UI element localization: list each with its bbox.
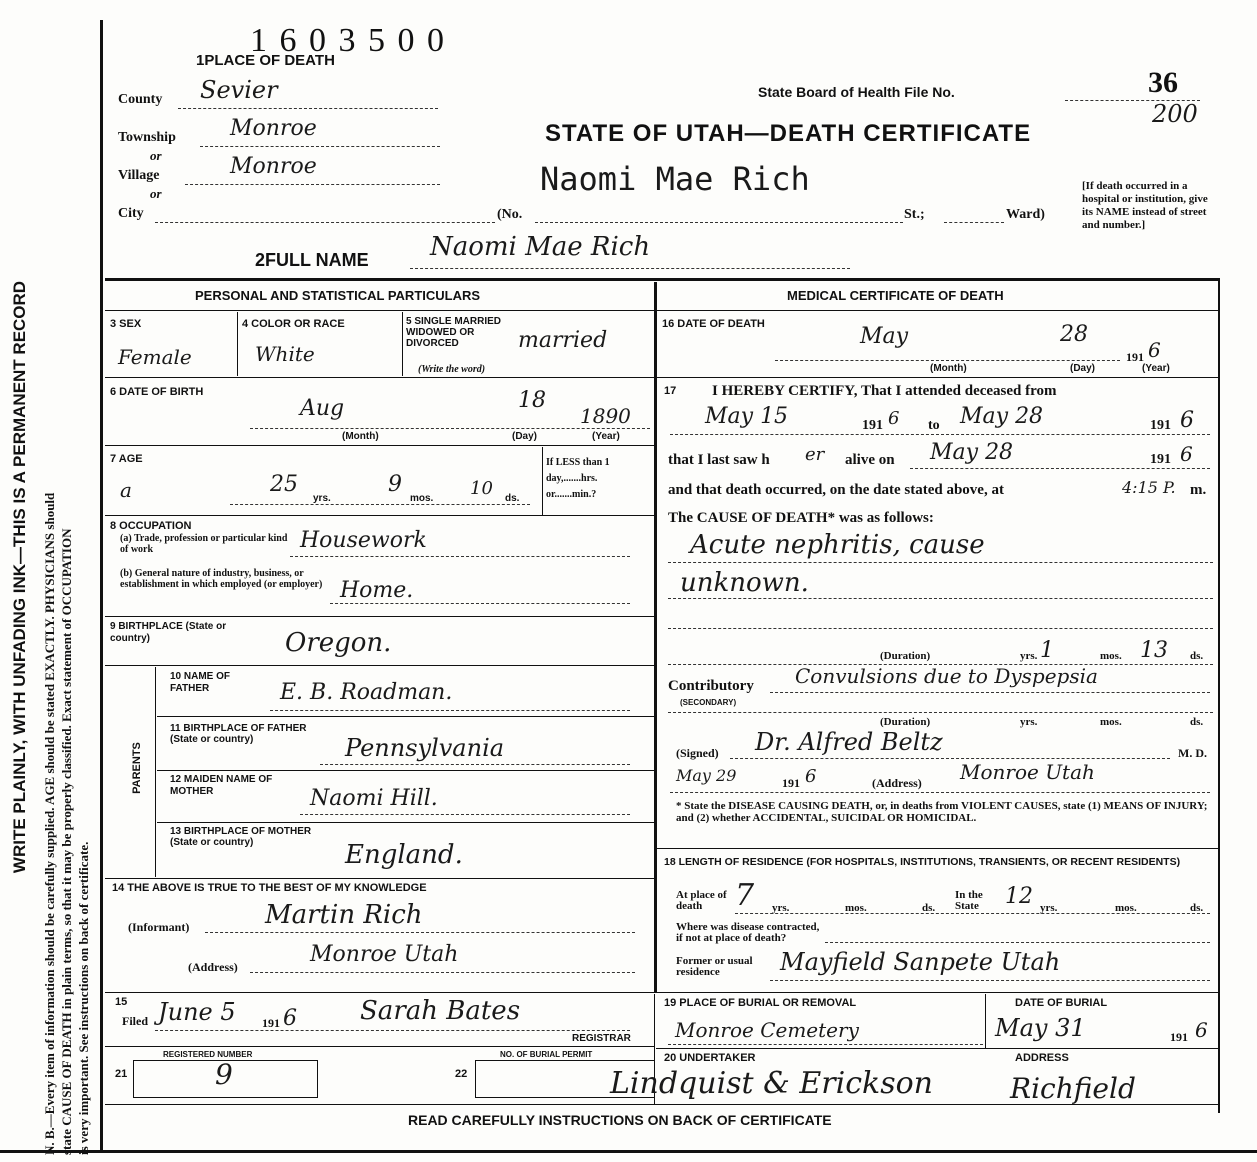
residence-state-ds-label: ds. bbox=[1190, 902, 1204, 914]
footer-instructions: READ CAREFULLY INSTRUCTIONS ON BACK OF CERTIFICATE bbox=[408, 1112, 832, 1128]
sidebar-line-2: N. B.—Every item of information should be carefully supplied. AGE should be stated EXACTLY. PHYSICIANS should bbox=[42, 492, 57, 1155]
township-label: Township bbox=[118, 130, 176, 145]
age-mos-label: mos. bbox=[410, 493, 434, 504]
duration-mos-label: mos. bbox=[1100, 650, 1122, 662]
file-no-label: State Board of Health File No. bbox=[758, 84, 955, 100]
father-label: 10 NAME OF FATHER bbox=[170, 671, 231, 694]
age-label: 7 AGE bbox=[110, 453, 143, 465]
attended-from-year-suffix: 6 bbox=[888, 408, 900, 429]
occupation-b-value: Home. bbox=[340, 578, 414, 603]
burial-place-label: 19 PLACE OF BURIAL OR REMOVAL bbox=[664, 997, 857, 1009]
signature-address-label: (Address) bbox=[872, 776, 922, 790]
place-of-death-label: 1PLACE OF DEATH bbox=[196, 52, 335, 69]
death-occurred-label: and that death occurred, on the date stated above, at bbox=[668, 482, 1004, 498]
dob-year-label: (Year) bbox=[592, 431, 620, 442]
certify-text: I HEREBY CERTIFY, That I attended deceased from bbox=[712, 383, 1057, 399]
duration-yrs-label: yrs. bbox=[1020, 650, 1038, 662]
residence-place-yrs-label: yrs. bbox=[772, 902, 790, 914]
age-ds-label: ds. bbox=[505, 493, 520, 504]
age-months: 9 bbox=[388, 472, 402, 497]
sidebar bbox=[0, 0, 91, 1162]
burial-date-value: May 31 bbox=[995, 1014, 1086, 1042]
frame-top bbox=[105, 278, 1220, 281]
or-label-2: or bbox=[150, 186, 162, 201]
undertaker-label: 20 UNDERTAKER bbox=[664, 1052, 756, 1064]
duration-label: (Duration) bbox=[880, 650, 931, 662]
last-saw-label: that I last saw h bbox=[668, 452, 770, 468]
burial-date-label: DATE OF BURIAL bbox=[1015, 997, 1108, 1009]
filed-number: 15 bbox=[115, 996, 128, 1008]
occupation-b-label: (b) General nature of industry, business, or establishment in which employed (or employer) bbox=[120, 568, 323, 590]
father-birthplace-value: Pennsylvania bbox=[345, 734, 505, 762]
dob-month-label: (Month) bbox=[342, 431, 379, 442]
dob-label: 6 DATE OF BIRTH bbox=[110, 386, 204, 398]
sex-value: Female bbox=[118, 345, 192, 369]
cause-line-1: Acute nephritis, cause bbox=[690, 530, 985, 560]
filed-year-suffix: 6 bbox=[283, 1006, 297, 1031]
ward-label: Ward) bbox=[1006, 207, 1045, 222]
attended-from: May 15 bbox=[705, 404, 789, 429]
at-place-label: At place of death bbox=[676, 889, 727, 912]
date-of-death-label: 16 DATE OF DEATH bbox=[662, 318, 765, 330]
father-value: E. B. Roadman. bbox=[280, 680, 453, 705]
st-label: St.; bbox=[904, 207, 925, 222]
signature-address-value: Monroe Utah bbox=[960, 760, 1095, 784]
father-birthplace-label: 11 BIRTHPLACE OF FATHER (State or country) bbox=[170, 723, 307, 745]
date-of-death-year: 191 bbox=[1126, 350, 1144, 364]
burial-date-year-suffix: 6 bbox=[1195, 1018, 1208, 1042]
mother-birthplace-value: England. bbox=[345, 840, 463, 870]
bottom-rule bbox=[0, 1150, 1257, 1153]
marital-label: 5 SINGLE MARRIED WIDOWED OR DIVORCED bbox=[406, 316, 502, 349]
occupation-a-label: (a) Trade, profession or particular kind of work bbox=[120, 533, 288, 555]
file-no-value: 36 bbox=[1148, 66, 1178, 99]
county-value: Sevier bbox=[200, 76, 278, 104]
stamp-number: 1 6 0 3 5 0 0 bbox=[250, 22, 446, 59]
registered-number-prefix: 21 bbox=[115, 1068, 128, 1080]
signed-value: Dr. Alfred Beltz bbox=[755, 728, 943, 756]
dob-day: 18 bbox=[518, 388, 546, 413]
age-days: 10 bbox=[470, 478, 493, 499]
cause-note: * State the DISEASE CAUSING DEATH, or, in deaths from VIOLENT CAUSES, state (1) MEANS OF INJURY; and (2) whether ACCIDENTAL, SUICIDAL OR HOMICIDAL. bbox=[676, 800, 1208, 824]
md-label: M. D. bbox=[1178, 746, 1207, 760]
residence-label: 18 LENGTH OF RESIDENCE (FOR HOSPITALS, INSTITUTIONS, TRANSIENTS, OR RECENT RESIDENTS) bbox=[664, 856, 1181, 868]
informant-label: (Informant) bbox=[128, 920, 190, 934]
attended-to: May 28 bbox=[960, 404, 1044, 429]
township-value: Monroe bbox=[230, 116, 317, 141]
duration-years: 1 bbox=[1040, 638, 1054, 663]
signed-label: (Signed) bbox=[676, 746, 719, 760]
signed-year: 191 bbox=[782, 776, 800, 790]
occupation-a-value: Housework bbox=[300, 528, 427, 553]
occupation-label: 8 OCCUPATION bbox=[110, 520, 192, 532]
duration-2-mos-label: mos. bbox=[1100, 716, 1122, 728]
num-17: 17 bbox=[664, 385, 677, 397]
if-less-label: If LESS than 1 day,.......hrs. or.......min.? bbox=[546, 457, 610, 500]
color-label: 4 COLOR OR RACE bbox=[242, 318, 345, 330]
signed-year-suffix: 6 bbox=[805, 766, 817, 787]
file-no-extra: 200 bbox=[1152, 100, 1198, 128]
duration-label-2: (Duration) bbox=[880, 716, 931, 728]
in-state-label: In the State bbox=[955, 889, 983, 912]
dod-month-label: (Month) bbox=[930, 363, 967, 374]
registrar-label: REGISTRAR bbox=[572, 1033, 631, 1044]
sidebar-line-1: WRITE PLAINLY, WITH UNFADING INK—THIS IS A PERMANENT RECORD bbox=[10, 280, 29, 874]
sidebar-line-4: is very important. See instructions on back of certificate. bbox=[76, 841, 91, 1155]
duration-ds-label: ds. bbox=[1190, 650, 1204, 662]
duration-2-yrs-label: yrs. bbox=[1020, 716, 1038, 728]
typed-name: Naomi Mae Rich bbox=[540, 160, 810, 198]
undertaker-address-label: ADDRESS bbox=[1015, 1052, 1069, 1064]
registrar-value: Sarah Bates bbox=[360, 996, 521, 1026]
frame-right bbox=[1218, 278, 1220, 1113]
attended-to-year-suffix: 6 bbox=[1180, 408, 1194, 433]
former-residence-label: Former or usual residence bbox=[676, 955, 753, 978]
death-time: 4:15 P. bbox=[1122, 478, 1176, 497]
burial-permit-prefix: 22 bbox=[455, 1068, 468, 1080]
filed-year: 191 bbox=[262, 1016, 280, 1030]
birthplace-value: Oregon. bbox=[285, 628, 392, 658]
age-years: 25 bbox=[270, 472, 298, 497]
date-of-death-year-suffix: 6 bbox=[1148, 338, 1161, 362]
county-label: County bbox=[118, 92, 163, 107]
registered-number-value: 9 bbox=[215, 1058, 233, 1091]
cause-line-2: unknown. bbox=[680, 568, 809, 598]
city-label: City bbox=[118, 206, 144, 221]
contributory-label: Contributory bbox=[668, 678, 754, 694]
undertaker-address-value: Richfield bbox=[1010, 1072, 1136, 1105]
residence-place-ds-label: ds. bbox=[922, 902, 936, 914]
medical-section-title: MEDICAL CERTIFICATE OF DEATH bbox=[787, 288, 1004, 303]
m-label: m. bbox=[1190, 482, 1207, 498]
residence-state-yrs-label: yrs. bbox=[1040, 902, 1058, 914]
certificate-title: STATE OF UTAH—DEATH CERTIFICATE bbox=[545, 120, 1032, 147]
last-saw-year: 191 bbox=[1150, 452, 1171, 467]
residence-state-years: 12 bbox=[1005, 884, 1033, 909]
true-statement-label: 14 THE ABOVE IS TRUE TO THE BEST OF MY KNOWLEDGE bbox=[112, 882, 427, 894]
registered-number-label: REGISTERED NUMBER bbox=[163, 1050, 253, 1059]
burial-permit-label: NO. OF BURIAL PERMIT bbox=[500, 1050, 593, 1059]
or-label-1: or bbox=[150, 148, 162, 163]
mother-value: Naomi Hill. bbox=[310, 786, 438, 811]
marital-value: married bbox=[518, 328, 608, 353]
sex-label: 3 SEX bbox=[110, 318, 142, 330]
undertaker-value: Lindquist & Erickson bbox=[610, 1066, 933, 1101]
full-name-value: Naomi Mae Rich bbox=[430, 232, 651, 262]
last-saw-year-suffix: 6 bbox=[1180, 442, 1193, 466]
contracted-label: Where was disease contracted, if not at place of death? bbox=[676, 921, 820, 944]
sidebar-rule bbox=[100, 20, 103, 1150]
residence-place-mos-label: mos. bbox=[845, 902, 867, 914]
to-label: to bbox=[928, 418, 940, 433]
attended-to-year: 191 bbox=[1150, 418, 1171, 433]
burial-date-year: 191 bbox=[1170, 1030, 1188, 1044]
informant-value: Martin Rich bbox=[265, 900, 423, 930]
dod-year-label: (Year) bbox=[1142, 363, 1170, 374]
parents-label: PARENTS bbox=[131, 742, 143, 794]
last-saw-pronoun: er bbox=[805, 444, 825, 465]
dob-day-label: (Day) bbox=[512, 431, 538, 442]
full-name-label: 2FULL NAME bbox=[255, 250, 369, 270]
marital-note: (Write the word) bbox=[418, 364, 486, 375]
no-label: (No. bbox=[497, 207, 523, 222]
cause-label: The CAUSE OF DEATH* was as follows: bbox=[668, 510, 934, 526]
informant-address-label: (Address) bbox=[188, 960, 238, 974]
dod-day-label: (Day) bbox=[1070, 363, 1096, 374]
duration-2-ds-label: ds. bbox=[1190, 716, 1204, 728]
center-divider bbox=[654, 282, 657, 992]
date-of-death-month: May bbox=[860, 324, 909, 349]
burial-place-value: Monroe Cemetery bbox=[675, 1018, 859, 1042]
mother-birthplace-label: 13 BIRTHPLACE OF MOTHER (State or country) bbox=[170, 826, 312, 848]
alive-on-label: alive on bbox=[845, 452, 895, 468]
hospital-note: [If death occurred in a hospital or institution, give its NAME instead of street and number.] bbox=[1082, 180, 1208, 231]
birthplace-label: 9 BIRTHPLACE (State or country) bbox=[110, 621, 227, 644]
attended-from-year: 191 bbox=[862, 418, 883, 433]
village-value: Monroe bbox=[230, 154, 317, 179]
contributory-value: Convulsions due to Dyspepsia bbox=[795, 664, 1098, 688]
duration-months: 13 bbox=[1140, 638, 1168, 663]
dob-month: Aug bbox=[300, 396, 345, 421]
former-residence-value: Mayfield Sanpete Utah bbox=[780, 948, 1061, 976]
age-yrs-label: yrs. bbox=[313, 493, 331, 504]
last-saw-date: May 28 bbox=[930, 440, 1014, 465]
personal-section-title: PERSONAL AND STATISTICAL PARTICULARS bbox=[195, 288, 481, 303]
age-prefix: a bbox=[120, 478, 132, 502]
residence-state-mos-label: mos. bbox=[1115, 902, 1137, 914]
dob-year: 1890 bbox=[580, 404, 631, 428]
filed-label: Filed bbox=[122, 1014, 148, 1028]
filed-date: June 5 bbox=[158, 998, 236, 1026]
date-of-death-day: 28 bbox=[1060, 322, 1088, 347]
color-value: White bbox=[255, 342, 315, 366]
secondary-label: (SECONDARY) bbox=[680, 698, 737, 707]
residence-place-years: 7 bbox=[735, 878, 755, 913]
village-label: Village bbox=[118, 168, 160, 183]
signed-date: May 29 bbox=[676, 766, 737, 785]
sidebar-line-3: state CAUSE OF DEATH in plain terms, so that it may be properly classified. Exact statement of OCCUPATION bbox=[59, 528, 74, 1155]
mother-label: 12 MAIDEN NAME OF MOTHER bbox=[170, 774, 273, 797]
informant-address-value: Monroe Utah bbox=[310, 942, 459, 967]
